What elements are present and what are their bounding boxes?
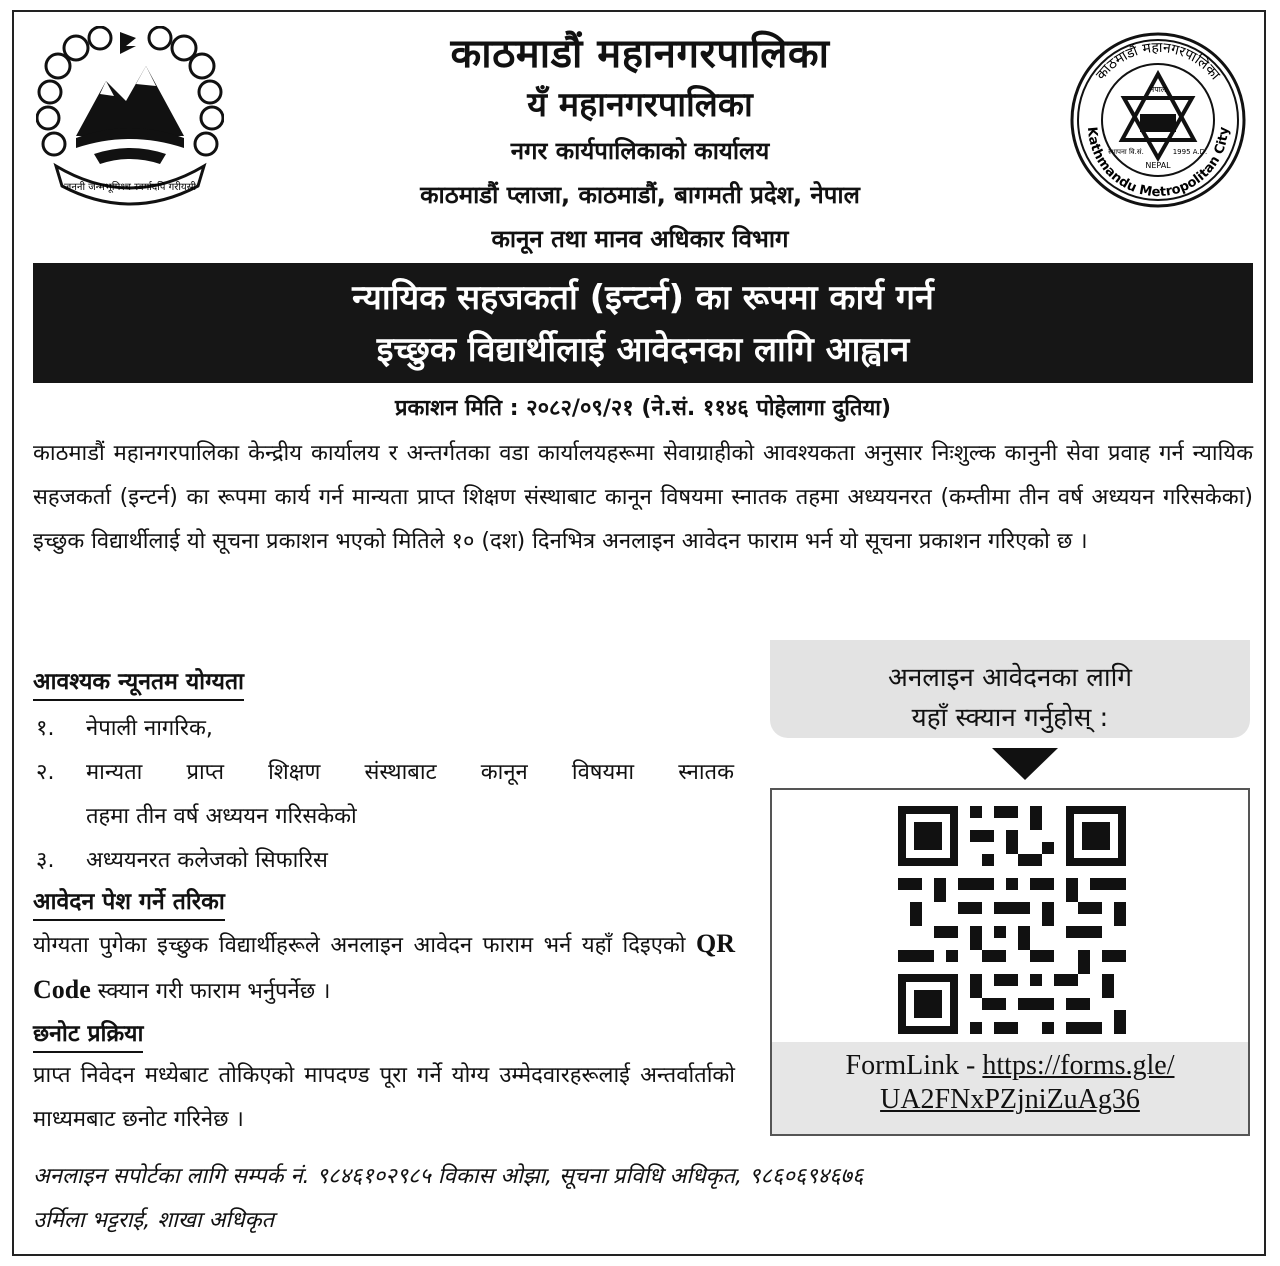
form-link-label: FormLink - — [845, 1050, 983, 1081]
qualification-item: अध्ययनरत कलेजको सिफारिस — [86, 848, 328, 873]
form-link-line-1 — [772, 1050, 1248, 1082]
qualification-item: नेपाली नागरिक, — [86, 716, 213, 741]
application-text-before: योग्यता पुगेका इच्छुक विद्यार्थीहरूले अनलाइन आवेदन फाराम भर्न यहाँ दिइएको — [33, 933, 686, 958]
qualification-item-cont: तहमा तीन वर्ष अध्ययन गरिसकेको — [86, 804, 357, 829]
form-link-box — [772, 1042, 1248, 1134]
application-heading: आवेदन पेश गर्ने तरिका — [33, 884, 225, 921]
emblem-motto: जननी जन्मभूमिश्च स्वर्गादपि गरीयसी — [63, 182, 197, 193]
form-link-url-part1[interactable]: https://forms.gle/ — [982, 1050, 1175, 1081]
form-link-line-2 — [772, 1084, 1248, 1116]
banner-line-1: न्यायिक सहजकर्ता (इन्टर्न) का रूपमा कार्य गर्न — [352, 278, 934, 318]
office-name: नगर कार्यपालिकाको कार्यालय — [510, 137, 770, 165]
notice-banner — [33, 263, 1253, 383]
seal-year-bs: स्थापना वि.सं. — [1108, 148, 1144, 156]
qualification-num: २. — [36, 760, 55, 785]
page-title-newari: यँ महानगरपालिका — [527, 85, 753, 125]
support-contact-line-1: अनलाइन सपोर्टका लागि सम्पर्क नं. ९८४६१०२९८५ विकास ओझा, सूचना प्रविधि अधिकृत, ९८६०६९४६७६ — [33, 1164, 864, 1189]
kmc-seal-icon — [1068, 30, 1248, 210]
page-title: काठमाडौं महानगरपालिका — [450, 31, 830, 77]
selection-heading: छनोट प्रक्रिया — [33, 1016, 143, 1053]
seal-sub-bottom: NEPAL — [1145, 161, 1171, 170]
qr-code-icon[interactable] — [898, 806, 1126, 1034]
qualification-num: ३. — [36, 848, 55, 873]
qualification-item: मान्यता प्राप्त शिक्षण संस्थाबाट कानून विषयमा स्नातक — [86, 760, 734, 785]
qualifications-heading: आवश्यक न्यूनतम योग्यता — [33, 664, 244, 701]
publication-date: प्रकाशन मिति : २०८२/०९/२१ (ने.सं. ११४६ पोहेलागा दुतिया) — [395, 396, 891, 421]
nepal-emblem-icon — [36, 26, 224, 206]
application-text — [33, 922, 735, 1014]
scan-line-2: यहाँ स्क्यान गर्नुहोस् : — [911, 703, 1109, 733]
seal-nepali-name: काठमाडौं महानगरपालिका — [1093, 39, 1223, 84]
seal-year-ad: 1995 A.D. — [1172, 148, 1208, 156]
department-name: कानून तथा मानव अधिकार विभाग — [491, 225, 789, 253]
support-contact-line-2: उर्मिला भट्टराई, शाखा अधिकृत — [33, 1208, 275, 1233]
seal-english-name: Kathmandu Metropolitan City — [1083, 126, 1233, 201]
form-link-url-part2[interactable]: UA2FNxPZjniZuAg36 — [880, 1084, 1140, 1115]
selection-text: प्राप्त निवेदन मध्येबाट तोकिएको मापदण्ड पूरा गर्ने योग्य उम्मेदवारहरूलाई अन्तर्वार्ताको माध्यमबाट छनोट गरिनेछ । — [33, 1063, 735, 1132]
application-text-after: स्क्यान गरी फाराम भर्नुपर्नेछ । — [97, 979, 331, 1004]
qr-code-term: QR Code — [33, 929, 735, 1004]
scan-line-1: अनलाइन आवेदनका लागि — [887, 663, 1133, 693]
qualification-num: १. — [36, 716, 55, 741]
banner-line-2: इच्छुक विद्यार्थीलाई आवेदनका लागि आह्वान — [376, 330, 910, 370]
seal-sub-top: नेपाल — [1149, 85, 1167, 94]
intro-paragraph: काठमाडौं महानगरपालिका केन्द्रीय कार्यालय र अन्तर्गतका वडा कार्यालयहरूमा सेवाग्राहीको आवश्यकता अनुसार निःशुल्क कानुनी सेवा प्रवाह गर्न न्यायिक सहजकर्ता (इन्टर्न) का रूपमा कार्य गर्न मान्यता प्राप्त शिक्षण संस्थाबाट कानून विषयमा स्नातक तहमा अध्ययनरत (कम्तीमा तीन वर्ष अध्ययन गरिसकेका) इच्छुक विद्यार्थीलाई यो सूचना प्रकाशन भएको मितिले १० (दश) दिनभित्र अनलाइन आवेदन फाराम भर्न यो सूचना प्रकाशन गरिएको छ । — [33, 441, 1253, 554]
office-address: काठमाडौं प्लाजा, काठमाडौं, बागमती प्रदेश, नेपाल — [420, 181, 860, 209]
arrow-down-icon — [992, 748, 1058, 780]
scan-instruction-box — [770, 640, 1250, 738]
